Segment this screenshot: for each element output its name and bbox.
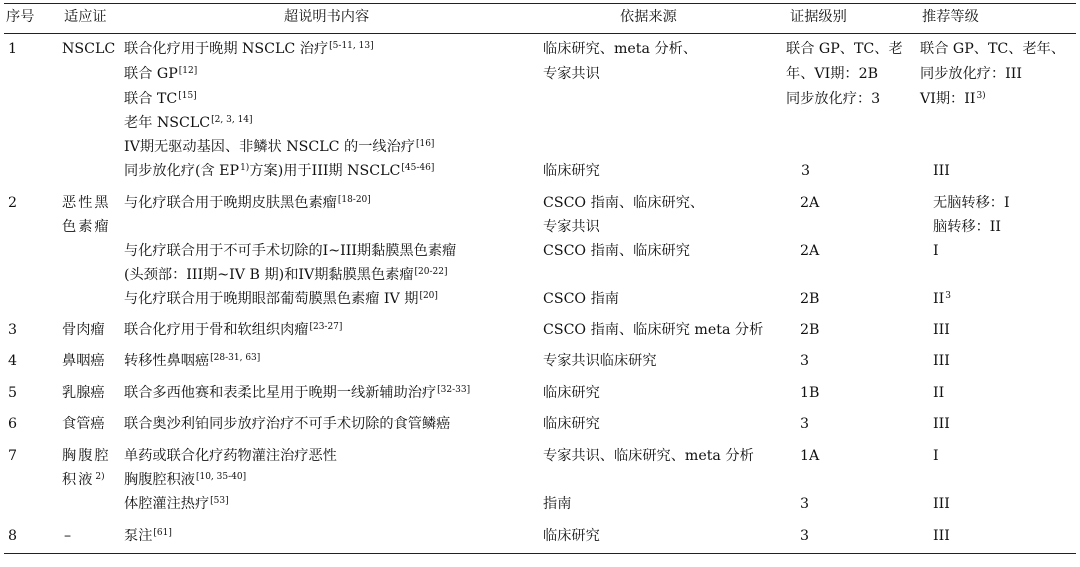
source-text: 临床研究、meta 分析、 [543,41,698,57]
row-number: 3 [8,322,18,338]
evidence-text: 2A [800,195,820,211]
source-text: 临床研究 [543,416,600,432]
recommend-text: III [933,163,950,179]
recommend-text: I [933,243,939,259]
row-indication: 食管癌 [62,416,105,432]
content-line: 与化疗联合用于不可手术切除的I~III期黏膜黑色素瘤 [124,243,457,259]
header-content: 超说明书内容 [284,9,370,25]
evidence-text: 2B [800,322,820,338]
row-indication: 乳腺癌 [62,385,105,401]
header-no: 序号 [6,9,35,25]
content-line: 泵注[61] [124,528,172,544]
recommend-text: III [933,528,950,544]
bottom-rule [4,553,1076,554]
row-indication: 骨肉瘤 [62,322,105,338]
header-rule [4,33,1076,34]
row-number: 4 [8,353,18,369]
source-text: 专家共识、临床研究、meta 分析 [543,448,754,464]
source-text: CSCO 指南、临床研究 meta 分析 [543,322,764,338]
row-indication: NSCLC [62,41,116,57]
source-text: 临床研究 [543,163,600,179]
content-line: 联合 TC[15] [124,91,197,107]
source-text: 临床研究 [543,385,600,401]
recommend-text: I [933,448,939,464]
source-text: CSCO 指南、临床研究 [543,243,690,259]
recommend-text: 联合 GP、TC、老年、 [920,41,1066,57]
recommend-text: III [933,496,950,512]
row-number: 5 [8,385,18,401]
source-text: 专家共识 [543,219,600,235]
evidence-text: 3 [800,528,810,544]
content-line: 转移性鼻咽癌[28-31, 63] [124,353,261,369]
evidence-text: 3 [800,496,810,512]
content-line: 联合化疗用于骨和软组织肉瘤[23-27] [124,322,343,338]
source-text: 专家共识 [543,66,600,82]
source-text: CSCO 指南、临床研究、 [543,195,705,211]
recommend-text: III [933,353,950,369]
content-line: 联合 GP[12] [124,66,198,82]
recommend-text: VI期：II$^{3)}$ [920,91,986,107]
row-indication: 鼻咽癌 [62,353,105,369]
evidence-text: 2B [800,291,820,307]
evidence-text: 1A [800,448,820,464]
evidence-text: 同步放化疗：3 [786,91,881,107]
header-evidence: 证据级别 [790,9,847,25]
content-line: 体腔灌注热疗[53] [124,496,229,512]
recommend-text: 脑转移：II [933,219,1001,235]
content-line: 联合奥沙利铂同步放疗治疗不可手术切除的食管鳞癌 [124,416,451,432]
content-line: 联合多西他赛和表柔比星用于晚期一线新辅助治疗[32-33] [124,385,471,401]
source-text: CSCO 指南 [543,291,619,307]
content-line: 胸腹腔积液[10, 35-40] [124,472,247,488]
recommend-text: 无脑转移：I [933,195,1010,211]
content-line: 与化疗联合用于晚期皮肤黑色素瘤[18-20] [124,195,371,211]
row-indication: 胸腹腔 [62,448,111,464]
recommend-text: $II^3$ [933,291,951,307]
top-rule [4,3,1076,4]
evidence-text: 1B [800,385,820,401]
header-source: 依据来源 [620,9,677,25]
content-line: 与化疗联合用于晚期眼部葡萄膜黑色素瘤 IV 期[20] [124,291,438,307]
row-number: 8 [8,528,18,544]
row-number: 7 [8,448,18,464]
content-line: IV期无驱动基因、非鳞状 NSCLC 的一线治疗[16] [124,139,435,155]
evidence-text: 联合 GP、TC、老 [786,41,903,57]
recommend-text: III [933,322,950,338]
source-text: 专家共识临床研究 [543,353,657,369]
evidence-text: 3 [800,353,810,369]
row-number: 2 [8,195,18,211]
row-number: 1 [8,41,18,57]
content-line: 同步放化疗(含 EP$^{1)}$方案)用于III期 NSCLC[45-46] [124,163,435,179]
header-recommend: 推荐等级 [922,9,979,25]
evidence-text: 3 [800,416,810,432]
content-line: 单药或联合化疗药物灌注治疗恶性 [124,448,337,464]
content-line: 老年 NSCLC[2, 3, 14] [124,115,253,131]
evidence-text: 2A [800,243,820,259]
content-line: (头颈部：III期~IV B 期)和IV期黏膜黑色素瘤[20-22] [124,267,448,283]
recommend-text: III [933,416,950,432]
source-text: 临床研究 [543,528,600,544]
header-indication: 适应证 [64,9,107,25]
evidence-text: 3 [801,163,811,179]
row-number: 6 [8,416,18,432]
row-indication: 积液$^{2)}$ [62,472,105,488]
content-line: 联合化疗用于晚期 NSCLC 治疗[5-11, 13] [124,41,374,57]
row-indication: 色素瘤 [62,219,111,235]
evidence-text: 年、VI期：2B [786,66,879,82]
row-indication: – [64,528,72,544]
recommend-text: II [933,385,945,401]
source-text: 指南 [543,496,572,512]
recommend-text: 同步放化疗：III [920,66,1022,82]
row-indication: 恶性黑 [62,195,111,211]
